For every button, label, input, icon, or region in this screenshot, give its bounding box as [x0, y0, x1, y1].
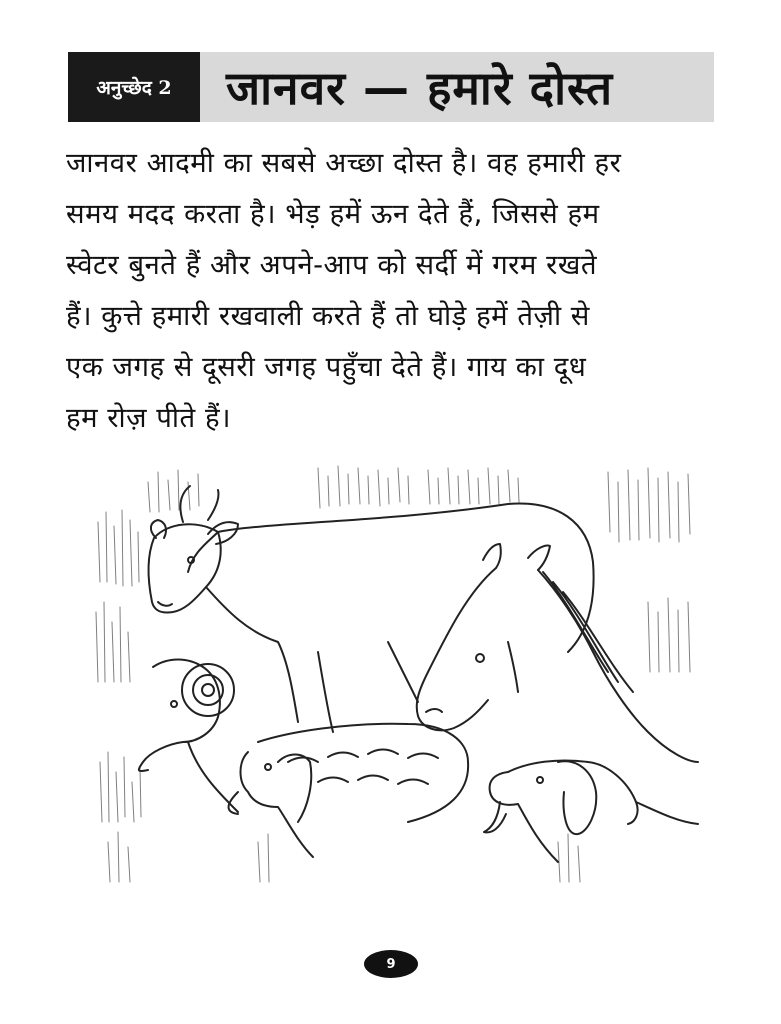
horse-drawing: [417, 544, 698, 762]
paragraph-line: स्वेटर बुनते हैं और अपने-आप को सर्दी में गरम रखते: [66, 249, 598, 281]
dog-drawing: [484, 760, 698, 862]
chapter-badge: अनुच्छेद 2: [68, 52, 200, 122]
paragraph-line: समय मदद करता है। भेड़ हमें ऊन देते हैं, जिससे हम: [66, 198, 600, 230]
ram-drawing: [139, 660, 238, 813]
page-title: जानवर — हमारे दोस्त: [226, 61, 614, 115]
title-box: [200, 52, 714, 122]
page-number: 9: [364, 950, 418, 978]
paragraph-line: हैं। कुत्ते हमारी रखवाली करते हैं तो घोड़े हमें तेज़ी से: [66, 300, 590, 332]
grass-hatching: [96, 466, 690, 882]
paragraph: [66, 138, 722, 444]
animals-illustration: [88, 462, 700, 892]
paragraph-line: जानवर आदमी का सबसे अच्छा दोस्त है। वह हमारी हर: [66, 147, 622, 179]
cow-drawing: [149, 486, 594, 732]
paragraph-line: एक जगह से दूसरी जगह पहुँचा देते हैं। गाय का दूध: [66, 351, 587, 383]
sheep-drawing: [229, 724, 469, 857]
paragraph-line: हम रोज़ पीते हैं।: [66, 402, 231, 434]
chapter-header: [68, 52, 714, 122]
